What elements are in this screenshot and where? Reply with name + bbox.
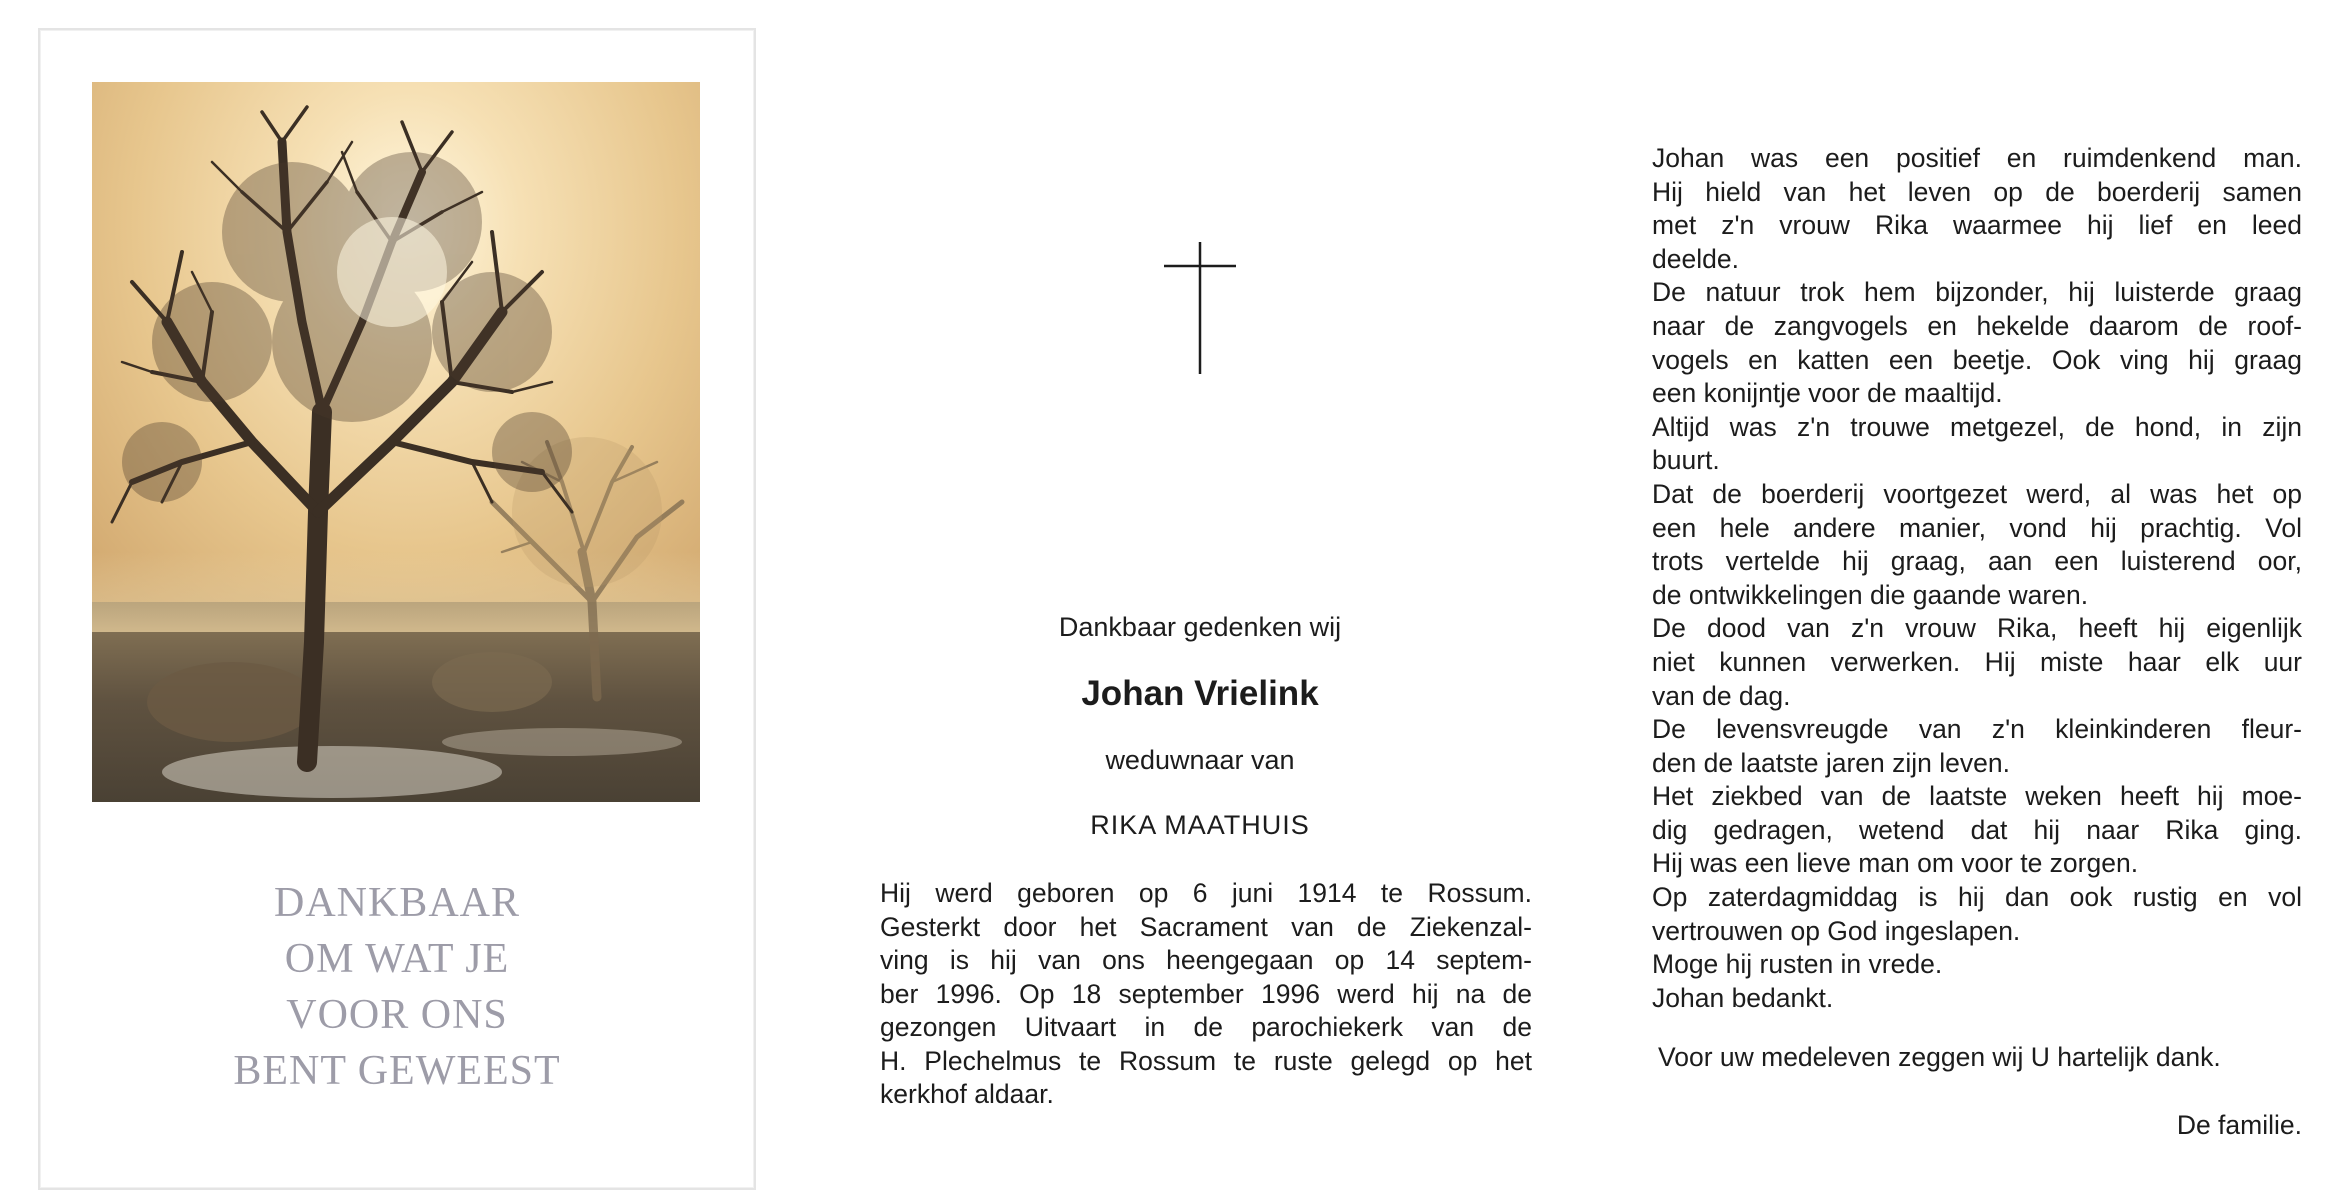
memorial-line: De natuur trok hem bijzonder, hij luisterde graag [1652, 277, 2302, 308]
memorial-line: trots vertelde hij graag, aan een luisterend oor, [1652, 546, 2302, 577]
memorial-line: Hij hield van het leven op de boerderij samen [1652, 176, 2302, 207]
card-motto [40, 875, 754, 1099]
biography-line: Gesterkt door het Sacrament van de Ziekenzal- [880, 911, 1532, 942]
biography-line: gezongen Uitvaart in de parochiekerk van de [880, 1012, 1532, 1042]
biography-line: ving is hij van ons heengegaan op 14 septem- [880, 945, 1532, 975]
thanks-text: Voor uw medeleven zeggen wij U hartelijk dank. [1658, 1042, 2221, 1072]
biography-line: ber 1996. Op 18 september 1996 werd hij na de [880, 978, 1532, 1009]
biography-line: H. Plechelmus te Rossum te ruste gelegd op het [880, 1045, 1532, 1076]
memorial-line: met z'n vrouw Rika waarmee hij lief en leed [1652, 210, 2302, 241]
memorial-line: vogels en katten een beetje. Ook ving hij graag [1652, 344, 2302, 375]
spouse-name: RIKA MAATHUIS [1090, 810, 1310, 840]
tree-in-fog-photo [92, 82, 700, 802]
relation-text: weduwnaar van [1105, 745, 1295, 775]
motto-line: DANKBAAR [273, 880, 520, 926]
intro-text: Dankbaar gedenken wij [1058, 612, 1342, 642]
motto-line: OM WAT JE [284, 936, 510, 982]
memorial-line: de ontwikkelingen die gaande waren. [1652, 579, 2089, 610]
memorial-line: den de laatste jaren zijn leven. [1652, 747, 2010, 778]
biography [880, 877, 1532, 1112]
memorial-line: De levensvreugde van z'n kleinkinderen fleur- [1652, 714, 2302, 745]
memorial-line: Op zaterdagmiddag is hij dan ook rustig en vol [1652, 882, 2302, 913]
memorial-line: Johan was een positief en ruimdenkend man. [1652, 143, 2302, 173]
memorial-line: naar de zangvogels en hekelde daarom de roof- [1652, 310, 2302, 341]
memorial-line: een hele andere manier, vond hij prachtig. Vol [1652, 512, 2302, 543]
memorial-text [1652, 142, 2302, 1015]
cross-icon [1162, 242, 1238, 374]
memorial-line: Hij was een lieve man om voor te zorgen. [1652, 848, 2139, 879]
memorial-line: een konijntje voor de maaltijd. [1652, 378, 2003, 409]
memorial-line: Altijd was z'n trouwe metgezel, de hond, in zijn [1652, 411, 2302, 442]
motto-line: VOOR ONS [286, 992, 508, 1038]
memorial-line: dig gedragen, wetend dat hij naar Rika ging. [1652, 814, 2302, 845]
signoff-text: De familie. [2176, 1110, 2302, 1140]
memorial-line: De dood van z'n vrouw Rika, heeft hij eigenlijk [1652, 613, 2302, 644]
motto-line: BENT GEWEEST [233, 1048, 561, 1094]
memorial-line: Dat de boerderij voortgezet werd, al was het op [1652, 478, 2302, 509]
biography-line: Hij werd geboren op 6 juni 1914 te Rossum. [880, 878, 1532, 908]
deceased-name: Johan Vrielink [1081, 674, 1319, 713]
memorial-line: van de dag. [1652, 680, 1791, 711]
memorial-line: deelde. [1652, 243, 1739, 274]
memorial-line: Moge hij rusten in vrede. [1652, 949, 1943, 980]
memorial-line: Het ziekbed van de laatste weken heeft hij moe- [1652, 781, 2302, 812]
front-card [38, 28, 756, 1190]
memorial-line: buurt. [1652, 445, 1720, 476]
biography-line: kerkhof aldaar. [880, 1079, 1054, 1109]
memorial-line: Johan bedankt. [1652, 982, 1834, 1013]
memorial-line: niet kunnen verwerken. Hij miste haar elk uur [1652, 646, 2302, 677]
memorial-line: vertrouwen op God ingeslapen. [1652, 915, 2021, 946]
